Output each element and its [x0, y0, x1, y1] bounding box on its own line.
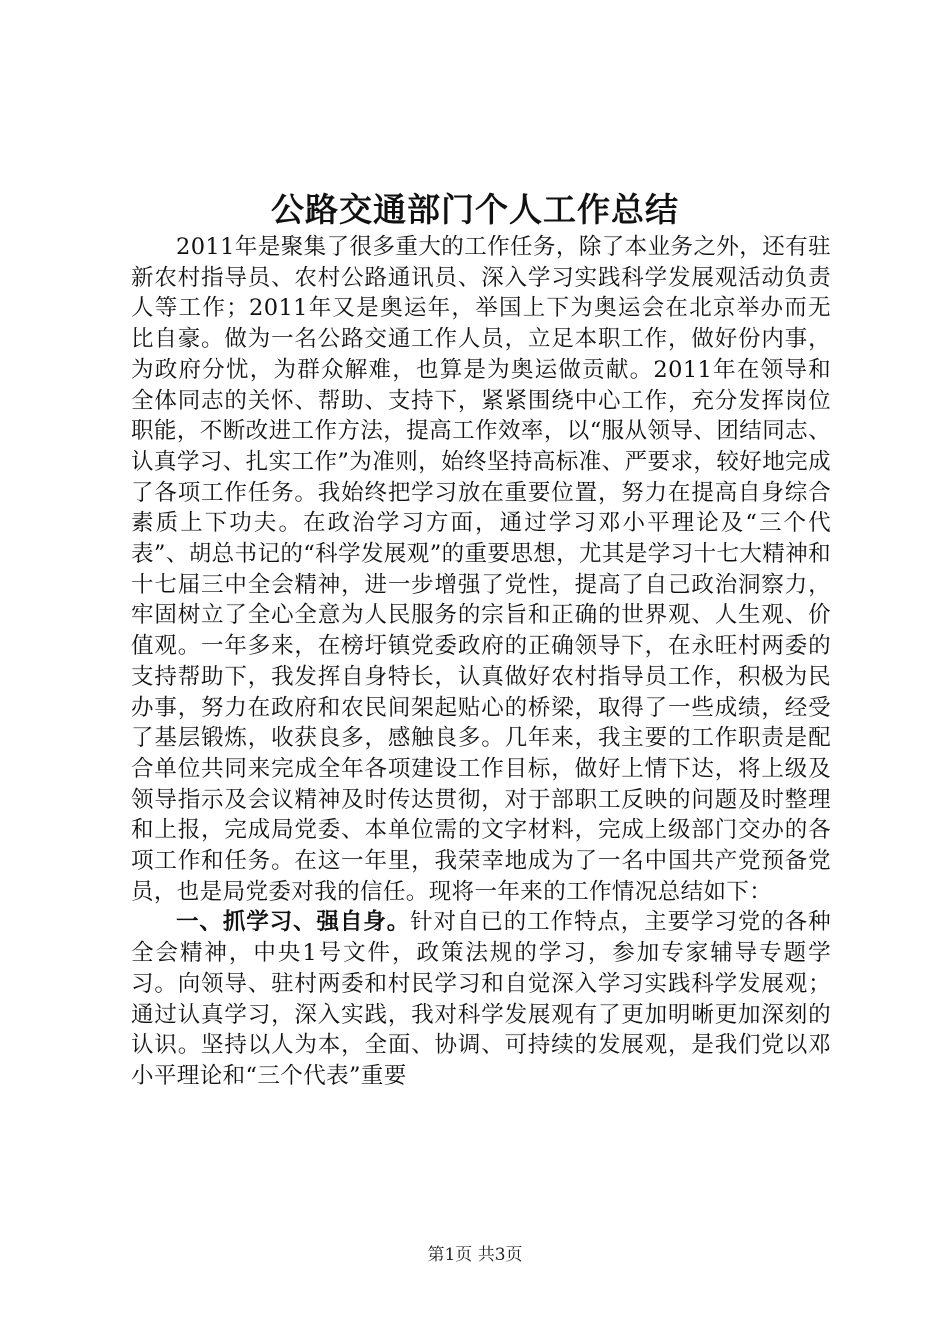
document-title: 公路交通部门个人工作总结	[271, 190, 679, 229]
section-1-paragraph	[131, 907, 831, 1091]
section-1-text: 针对自已的工作特点，主要学习党的各种全会精神，中央1号文件，政策法规的学习，参加专家辅导专题学习。向领导、驻村两委和村民学习和自觉深入学习实践科学发展观；通过认真学习，深入实践，我对科学发展观有了更加明晰更加深刻的认识。坚持以人为本，全面、协调、可持续的发展观，是我们党以邓小平理论和“三个代表”重要	[131, 909, 831, 1089]
document-body	[131, 232, 831, 1092]
intro-paragraph: 2011年是聚集了很多重大的工作任务，除了本业务之外，还有驻新农村指导员、农村公路通讯员、深入学习实践科学发展观活动负责人等工作；2011年又是奥运年，举国上下为奥运会在北京举办而无比自豪。做为一名公路交通工作人员，立足本职工作，做好份内事，为政府分忧，为群众解难，也算是为奥运做贡献。2011年在领导和全体同志的关怀、帮助、支持下，紧紧围绕中心工作，充分发挥岗位职能，不断改进工作方法，提高工作效率，以“服从领导、团结同志、认真学习、扎实工作”为准则，始终坚持高标准、严要求，较好地完成了各项工作任务。我始终把学习放在重要位置，努力在提高自身综合素质上下功夫。在政治学习方面，通过学习邓小平理论及“三个代表”、胡总书记的“科学发展观”的重要思想，尤其是学习十七大精神和十七届三中全会精神，进一步增强了党性，提高了自己政治洞察力，牢固树立了全心全意为人民服务的宗旨和正确的世界观、人生观、价值观。一年多来，在榜圩镇党委政府的正确领导下，在永旺村两委的支持帮助下，我发挥自身特长，认真做好农村指导员工作，积极为民办事，努力在政府和农民间架起贴心的桥梁，取得了一些成绩，经受了基层锻炼，收获良多，感触良多。几年来，我主要的工作职责是配合单位共同来完成全年各项建设工作目标，做好上情下达，将上级及领导指示及会议精神及时传达贯彻，对于部职工反映的问题及时整理和上报，完成局党委、本单位需的文字材料，完成上级部门交办的各项工作和任务。在这一年里，我荣幸地成为了一名中国共产党预备党员，也是局党委对我的信任。现将一年来的工作情况总结如下：	[131, 234, 831, 905]
section-1-heading: 一、抓学习、强自身。	[176, 909, 411, 936]
page-number-footer: 第1页 共3页	[427, 1245, 523, 1265]
